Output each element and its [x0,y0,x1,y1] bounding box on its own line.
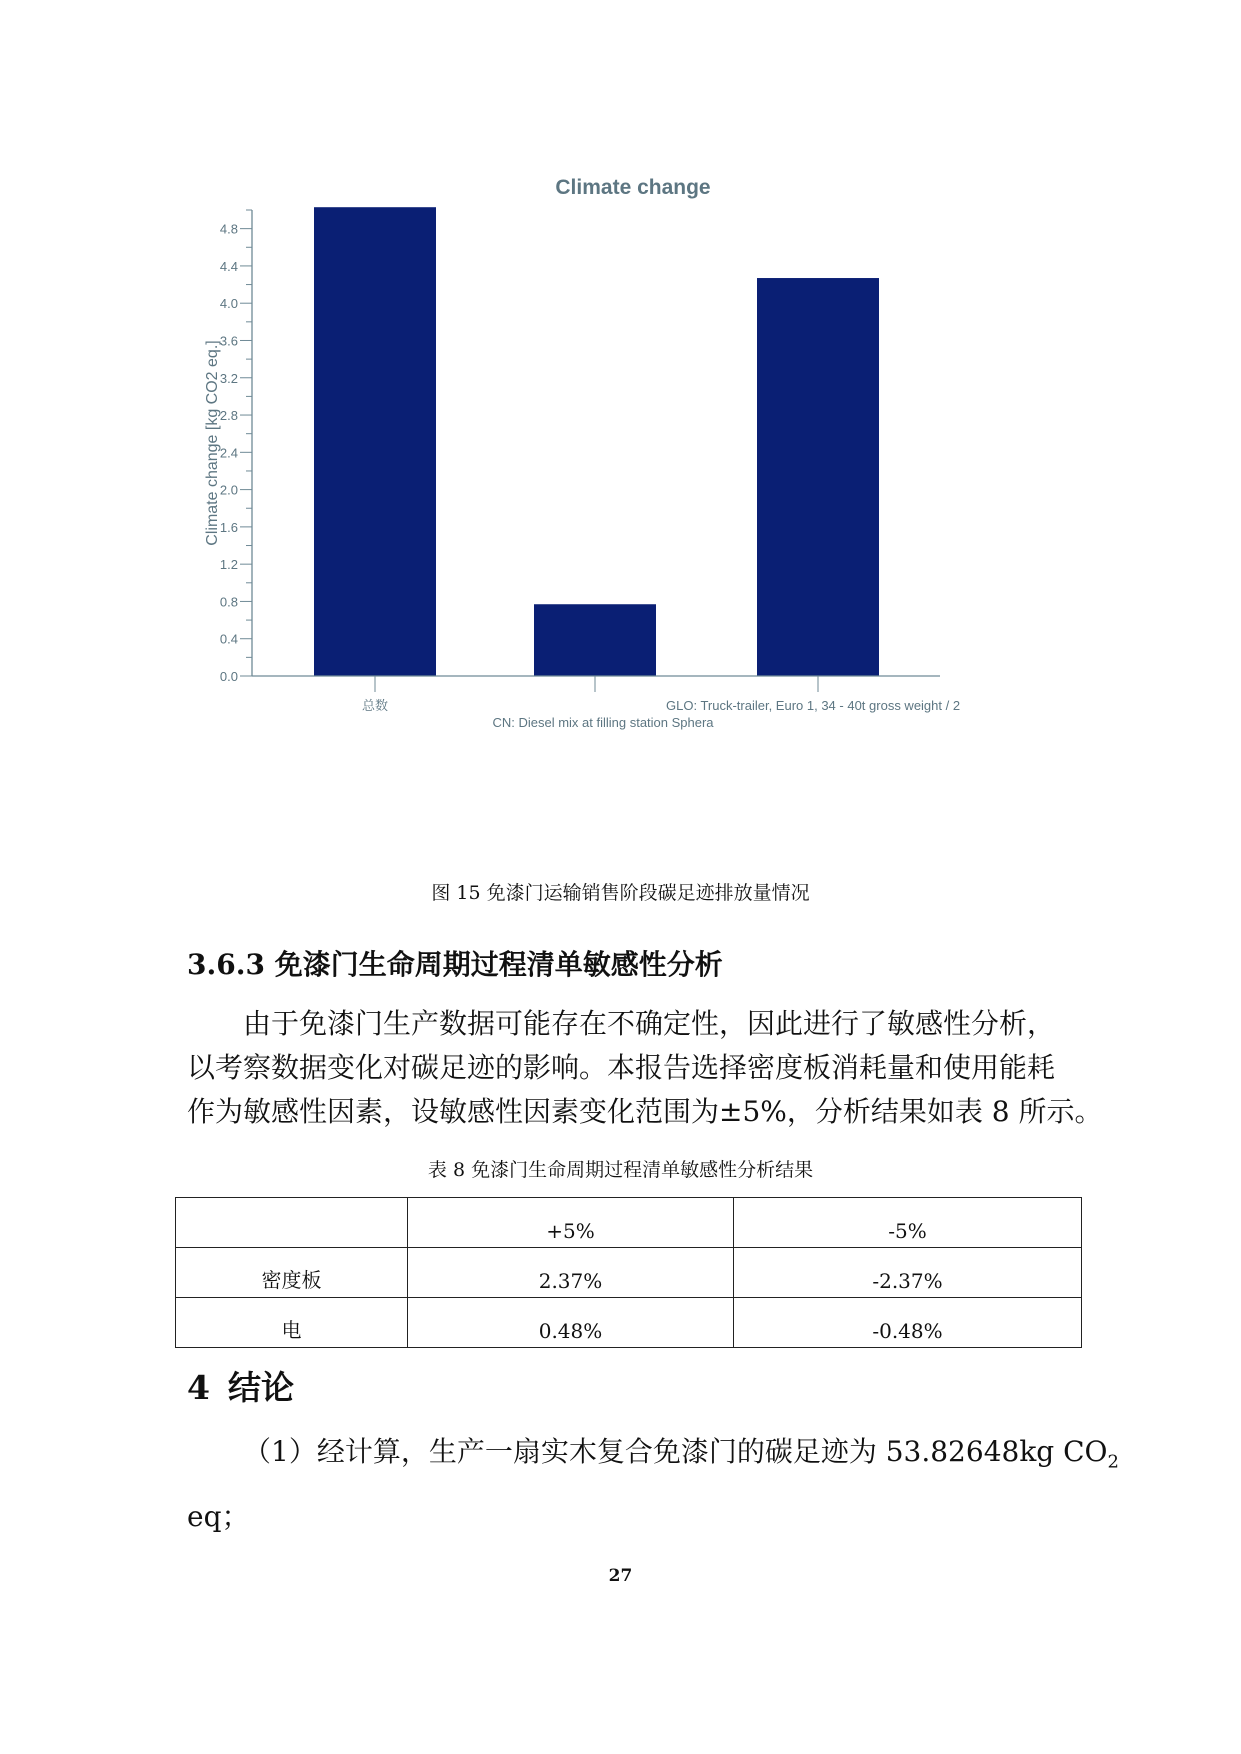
table-caption: 表 8 免漆门生命周期过程清单敏感性分析结果 [427,1159,814,1181]
section-heading: 3.6.3 免漆门生命周期过程清单敏感性分析 [187,948,723,981]
x-tick-label: GLO: Truck-trailer, Euro 1, 34 - 40t gross weight / 2 [666,698,961,713]
bar [534,604,656,676]
y-tick-label: 0.8 [219,594,238,610]
paragraph-line: 以考察数据变化对碳足迹的影响。本报告选择密度板消耗量和使用能耗 [187,1051,1056,1084]
body-paragraph [187,1002,1103,1134]
y-tick-label: 1.2 [219,557,238,573]
y-tick-label: 3.2 [219,370,238,386]
table-cell: 0.48% [408,1298,734,1348]
table-header-row [176,1198,1082,1248]
chart-y-axis-label: Climate change [kg CO2 eq.] [204,340,221,546]
table-cell: 密度板 [176,1248,408,1298]
bar [314,207,436,676]
chapter-number: 4 [187,1368,210,1407]
chart-canvas [190,160,1090,820]
paragraph-line: 作为敏感性因素，设敏感性因素变化范围为±5%，分析结果如表 8 所示。 [187,1095,1103,1128]
climate-change-chart [190,160,1090,820]
chart-title: Climate change [555,176,711,199]
table-header-cell [176,1198,408,1248]
y-tick-label: 4.4 [219,258,238,274]
y-tick-label: 2.0 [219,482,238,498]
bar [757,278,879,676]
table-row [176,1248,1082,1298]
figure-caption: 图 15 免漆门运输销售阶段碳足迹排放量情况 [431,882,810,904]
chapter-title: 结论 [227,1368,294,1407]
table-header-cell: +5% [408,1198,734,1248]
x-axis [252,676,960,730]
y-tick-label: 3.6 [219,333,238,349]
bars [314,207,879,676]
table-cell: -0.48% [734,1298,1082,1348]
y-tick-label: 2.8 [219,408,238,424]
y-tick-label: 0.0 [219,669,238,684]
page-number: 27 [608,1566,633,1586]
y-axis [220,210,252,684]
table-cell: 2.37% [408,1248,734,1298]
conclusion-line: eq； [187,1499,250,1533]
sensitivity-table [175,1197,1082,1348]
y-tick-label: 0.4 [219,631,238,647]
subscript: 2 [1107,1451,1119,1473]
table-cell: 电 [176,1298,408,1348]
chapter-heading [187,1362,294,1409]
x-tick-label: CN: Diesel mix at filling station Sphera [492,715,714,730]
y-tick-label: 4.0 [219,296,238,312]
y-tick-label: 1.6 [219,519,238,535]
y-tick-label: 2.4 [219,445,238,461]
table-row [176,1298,1082,1348]
table-header-cell: -5% [734,1198,1082,1248]
paragraph-line: 由于免漆门生产数据可能存在不确定性，因此进行了敏感性分析， [243,1007,1056,1040]
y-tick-label: 4.8 [219,221,238,237]
conclusion-paragraph [187,1425,1119,1544]
table-cell: -2.37% [734,1248,1082,1298]
x-tick-label: 总数 [361,698,389,713]
conclusion-line: （1）经计算，生产一扇实木复合免漆门的碳足迹为 53.82648kg $CO_2$ [243,1435,1119,1473]
